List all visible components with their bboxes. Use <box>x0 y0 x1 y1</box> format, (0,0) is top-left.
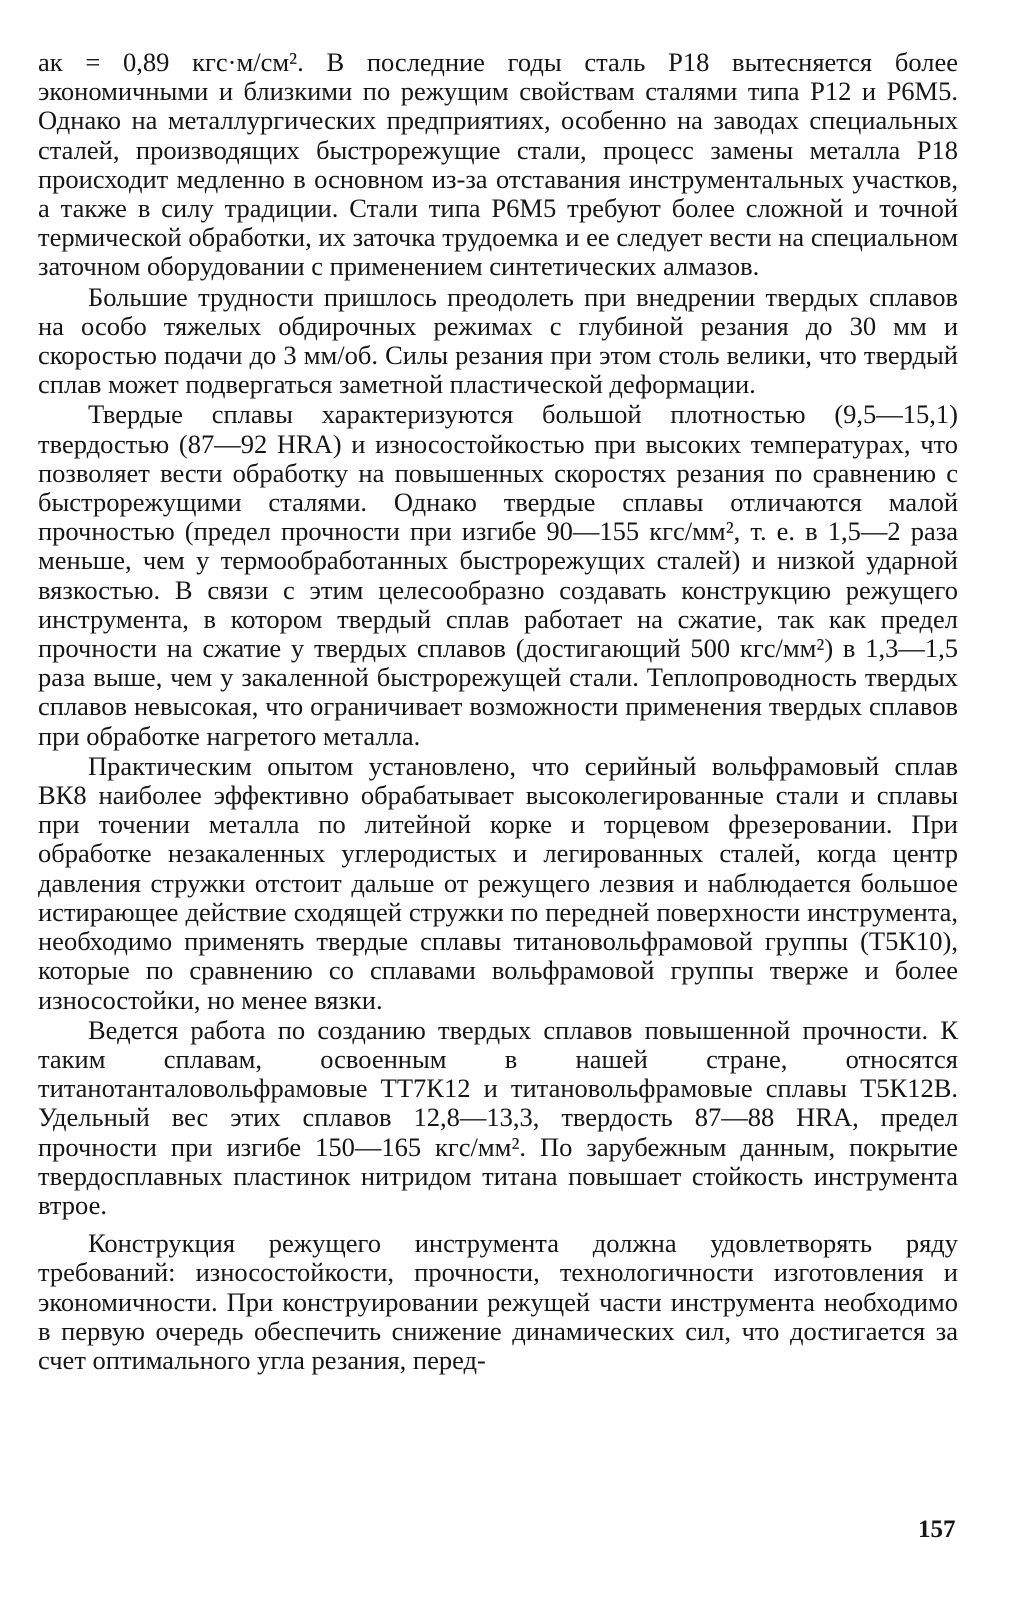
paragraph-2: Большие трудности пришлось преодолеть при внедрении твердых сплавов на особо тяжелых обдирочных режимах с глубиной резания до 30 мм и скоростью подачи до 3 мм/об. Силы резания при этом столь велики, что твердый сплав может подвергаться заметной пластической деформации. <box>38 281 958 400</box>
paragraph-4: Практическим опытом установлено, что серийный вольфрамовый сплав ВК8 наиболее эффективно обрабатывает высоколегированные стали и сплавы при точении металла по литейной корке и торцевом фрезеровании. При обработке незакаленных углеродистых и легированных сталей, когда центр давления стружки отстоит дальше от режущего лезвия и наблюдается большое истирающее действие сходящей стружки по передней поверхности инструмента, необходимо применять твердые сплавы титановольфрамовой группы (Т5К10), которые по сравнению со сплавами вольфрамовой группы тверже и более износостойки, но менее вязки. <box>38 750 958 1015</box>
page-number: 157 <box>918 1516 956 1543</box>
paragraph-6: Конструкция режущего инструмента должна удовлетворять ряду требований: износостойкости, прочности, технологичности изготовления и экономичности. При конструировании режущей части инструмента необходимо в первую очередь обеспечить снижение динамических сил, что достигается за счет оптимального угла резания, перед- <box>38 1228 958 1375</box>
paragraph-1: aк = 0,89 кгс·м/см². В последние годы сталь Р18 вытесняется более экономичными и близкими по режущим свойствам сталями типа Р12 и Р6М5. Однако на металлургических предприятиях, особенно на заводах специальных сталей, производящих быстрорежущие стали, процесс замены металла Р18 происходит медленно в основном из-за отставания инструментальных участков, а также в силу традиции. Стали типа Р6М5 требуют более сложной и точной термической обработки, их заточка трудоемка и ее следует вести на специальном заточном оборудовании с применением синтетических алмазов. <box>38 47 958 282</box>
paragraph-5: Ведется работа по созданию твердых сплавов повышенной прочности. К таким сплавам, освоенным в нашей стране, относятся титанотанталовольфрамовые ТТ7К12 и титановольфрамовые сплавы Т5К12В. Удельный вес этих сплавов 12,8—13,3, твердость 87—88 HRA, предел прочности при изгибе 150—165 кгс/мм². По зарубежным данным, покрытие твердосплавных пластинок нитридом титана повышает стойкость инструмента втрое. <box>38 1014 958 1220</box>
paragraph-3: Твердые сплавы характеризуются большой плотностью (9,5—15,1) твердостью (87—92 HRA) и износостойкостью при высоких температурах, что позволяет вести обработку на повышенных скоростях резания по сравнению с быстрорежущими сталями. Однако твердые сплавы отличаются малой прочностью (предел прочности при изгибе 90—155 кгс/мм², т. е. в 1,5—2 раза меньше, чем у термообработанных быстрорежущих сталей) и низкой ударной вязкостью. В связи с этим целесообразно создавать конструкцию режущего инструмента, в котором твердый сплав работает на сжатие, так как предел прочности на сжатие у твердых сплавов (достигающий 500 кгс/мм²) в 1,3—1,5 раза выше, чем у закаленной быстрорежущей стали. Теплопроводность твердых сплавов невысокая, что ограничивает возможности применения твердых сплавов при обработке нагретого металла. <box>38 399 958 751</box>
page-body <box>38 48 958 1375</box>
